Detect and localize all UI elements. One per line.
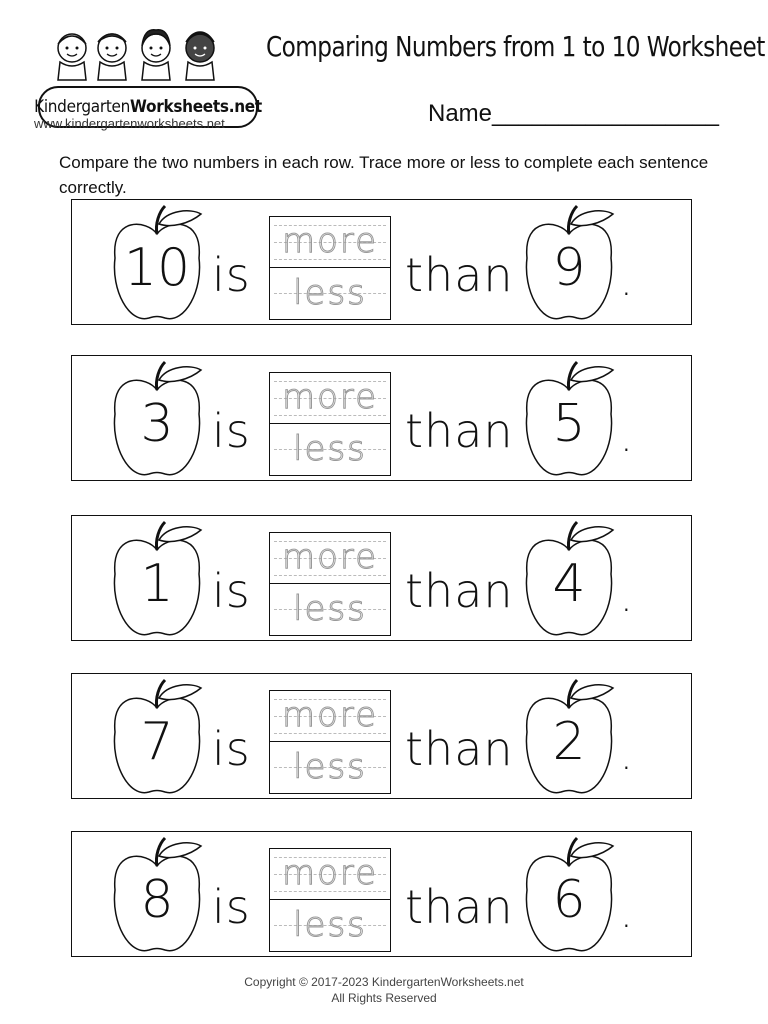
is-word: is (212, 564, 251, 618)
left-number: 7 (140, 712, 174, 772)
than-word: than (405, 880, 514, 934)
trace-choice-box[interactable] (269, 216, 391, 320)
guide-line (270, 899, 390, 900)
is-word: is (212, 880, 251, 934)
trace-less-word[interactable]: less (293, 273, 367, 313)
trace-more-word[interactable]: more (281, 853, 379, 893)
guide-line (270, 267, 390, 268)
trace-more-word[interactable]: more (281, 695, 379, 735)
than-word: than (405, 564, 514, 618)
right-number: 6 (552, 870, 586, 930)
copyright-text: Copyright © 2017-2023 KindergartenWorksheets.net (244, 975, 524, 989)
worksheet-title: Comparing Numbers from 1 to 10 Worksheet (266, 30, 765, 63)
trace-choice-box[interactable] (269, 848, 391, 952)
trace-more-word[interactable]: more (281, 537, 379, 577)
kids-faces-icon (32, 24, 260, 88)
left-number: 8 (140, 870, 174, 930)
than-word: than (405, 722, 514, 776)
is-word: is (212, 248, 251, 302)
name-field-label: Name_________________ (428, 100, 719, 127)
right-number: 9 (552, 238, 586, 298)
trace-choice-box[interactable] (269, 372, 391, 476)
guide-line (270, 583, 390, 584)
trace-more-word[interactable]: more (281, 221, 379, 261)
comparison-row (71, 199, 692, 325)
than-word: than (405, 248, 514, 302)
rights-text: All Rights Reserved (331, 991, 437, 1005)
is-word: is (212, 404, 251, 458)
sentence-period: . (620, 891, 633, 937)
site-logo (32, 24, 262, 117)
instructions-text: Compare the two numbers in each row. Trace more or less to complete each sentence correctly. (59, 153, 709, 197)
guide-line (270, 423, 390, 424)
left-number: 3 (140, 394, 174, 454)
site-url: www.kindergartenworksheets.net (34, 116, 225, 131)
logo-text-regular: Kindergarten (34, 97, 131, 117)
trace-choice-box[interactable] (269, 690, 391, 794)
right-number: 2 (552, 712, 586, 772)
copyright-footer (0, 974, 768, 1006)
sentence-period: . (620, 733, 633, 779)
right-number: 5 (552, 394, 586, 454)
comparison-row (71, 673, 692, 799)
comparison-row (71, 831, 692, 957)
sentence-period: . (620, 575, 633, 621)
left-number: 10 (123, 238, 191, 298)
guide-line (270, 741, 390, 742)
trace-choice-box[interactable] (269, 532, 391, 636)
trace-less-word[interactable]: less (293, 429, 367, 469)
logo-text-bold: Worksheets.net (130, 97, 262, 117)
left-number: 1 (140, 554, 174, 614)
sentence-period: . (620, 259, 633, 305)
comparison-row (71, 355, 692, 481)
trace-less-word[interactable]: less (293, 747, 367, 787)
is-word: is (212, 722, 251, 776)
than-word: than (405, 404, 514, 458)
comparison-row (71, 515, 692, 641)
sentence-period: . (620, 415, 633, 461)
trace-less-word[interactable]: less (293, 589, 367, 629)
trace-more-word[interactable]: more (281, 377, 379, 417)
trace-less-word[interactable]: less (293, 905, 367, 945)
right-number: 4 (552, 554, 586, 614)
